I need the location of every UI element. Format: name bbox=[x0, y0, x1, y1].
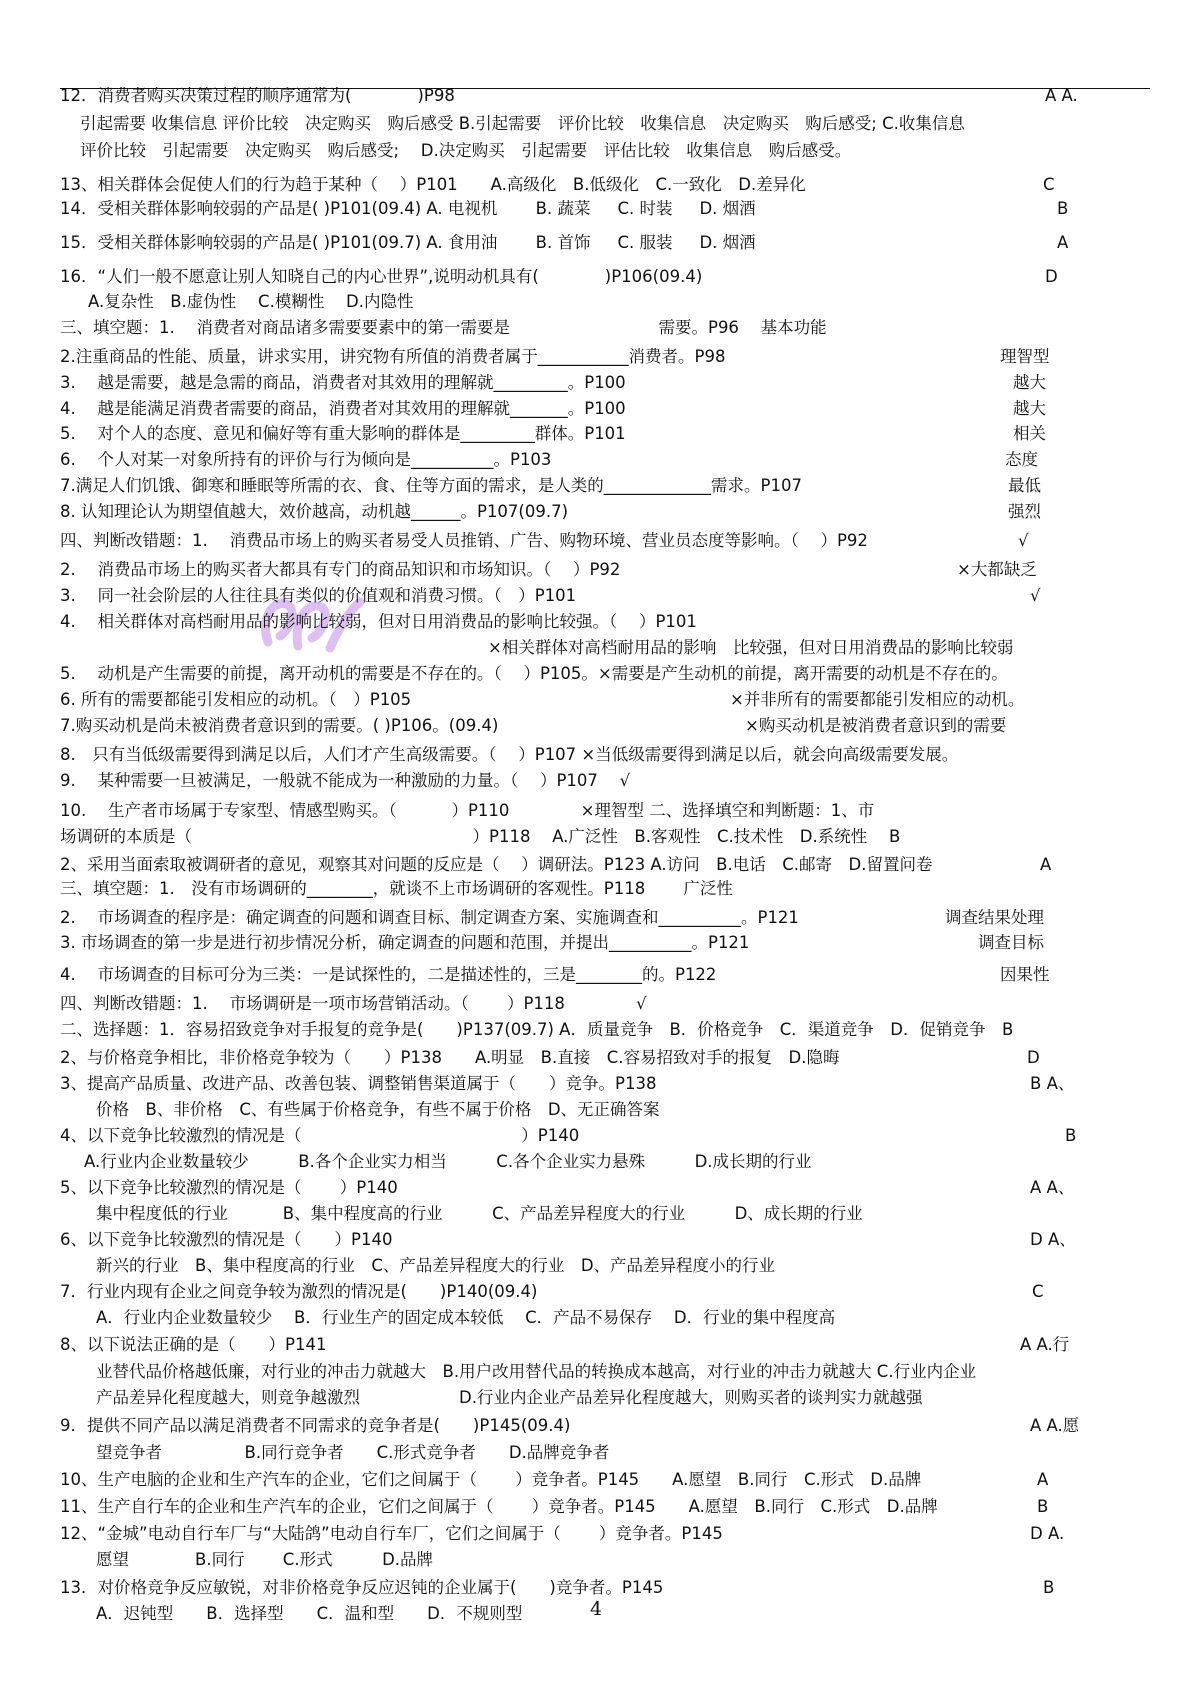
line-text: 10. 生产者市场属于专家型、情感型购买。（ ）P110 ×理智型 二、选择填空和判断题：1、市 bbox=[60, 801, 875, 820]
line-text: 3、提高产品质量、改进产品、改善包装、调整销售渠道属于（ ）竞争。P138 bbox=[60, 1074, 657, 1093]
document-line bbox=[0, 1306, 1200, 1330]
answer-key: A A.行 bbox=[1020, 1335, 1070, 1354]
document-line bbox=[0, 1228, 1200, 1252]
document-line bbox=[0, 1202, 1200, 1226]
answer-key: A bbox=[1040, 855, 1052, 874]
document-line bbox=[0, 992, 1200, 1016]
document-line bbox=[0, 371, 1200, 395]
line-text: 集中程度低的行业 B、集中程度高的行业 C、产品差异程度大的行业 D、成长期的行业 bbox=[96, 1204, 863, 1223]
line-text: 9. 某种需要一旦被满足，一般就不能成为一种激励的力量。（ ）P107 √ bbox=[60, 771, 631, 790]
line-text: 16．“人们一般不愿意让别人知晓自己的内心世界”,说明动机具有( )P106(09.4) bbox=[60, 267, 703, 286]
document-line bbox=[0, 584, 1200, 608]
line-text: A.复杂性 B.虚伪性 C.模糊性 D.内隐性 bbox=[88, 292, 414, 311]
answer-key: D bbox=[1027, 1048, 1040, 1067]
line-text: 5. 动机是产生需要的前提，离开动机的需要是不存在的。（ ）P105。×需要是产生动机的前提，离开需要的动机是不存在的。 bbox=[60, 664, 1008, 683]
document-line bbox=[0, 1280, 1200, 1304]
answer-key: C bbox=[1043, 175, 1055, 194]
answer-key: 强烈 bbox=[1008, 502, 1041, 521]
line-text: 8、以下说法正确的是（ ）P141 bbox=[60, 1335, 327, 1354]
document-line bbox=[0, 448, 1200, 472]
line-text: 3. 同一社会阶层的人往往具有类似的价值观和消费习惯。（ ）P101 bbox=[60, 586, 577, 605]
line-text: 4、以下竞争比较激烈的情况是（ ）P140 bbox=[60, 1126, 580, 1145]
answer-key: B bbox=[1065, 1126, 1077, 1145]
line-text: 三、填空题：1. 消费者对商品诸多需要要素中的第一需要是 需要。P96 基本功能 bbox=[60, 318, 827, 337]
line-text: A．迟钝型 B．选择型 C．温和型 D．不规则型 bbox=[96, 1604, 523, 1623]
answer-key: B bbox=[1057, 199, 1069, 218]
line-text: 12．消费者购买决策过程的顺序通常为( )P98 bbox=[60, 86, 455, 105]
line-text: 15．受相关群体影响较弱的产品是( )P101(09.7) A. 食用油 B. 首饰 C. 服装 D. 烟酒 bbox=[60, 233, 756, 252]
line-text: 产品差异化程度越大，则竞争越激烈 D.行业内企业产品差异化程度越大，则购买者的谈判实力就越强 bbox=[96, 1388, 923, 1407]
answer-key: A bbox=[1037, 1470, 1049, 1489]
answer-key: A A.愿 bbox=[1030, 1416, 1080, 1435]
document-line bbox=[0, 529, 1200, 553]
answer-key: 态度 bbox=[1005, 450, 1038, 469]
line-text: 2、采用当面索取被调研者的意见，观察其对问题的反应是（ ）调研法。P123 A.访问 B.电话 C.邮寄 D.留置问卷 bbox=[60, 855, 933, 874]
document-line bbox=[0, 662, 1200, 686]
line-text: 7．行业内现有企业之间竞争较为激烈的情况是( )P140(09.4) bbox=[60, 1282, 538, 1301]
line-text: 6、以下竞争比较激烈的情况是（ ）P140 bbox=[60, 1230, 393, 1249]
document-line bbox=[0, 231, 1200, 255]
answer-key: B bbox=[1037, 1497, 1049, 1516]
document-line bbox=[0, 877, 1200, 901]
answer-key: 越大 bbox=[1013, 399, 1046, 418]
document-line bbox=[0, 1046, 1200, 1070]
answer-key: 最低 bbox=[1008, 476, 1041, 495]
line-text: 7.满足人们饥饿、御寒和睡眠等所需的衣、食、住等方面的需求，是人类的_____________需求。P107 bbox=[60, 476, 802, 495]
document-line bbox=[0, 345, 1200, 369]
line-text: 四、判断改错题：1. 市场调研是一项市场营销活动。（ ）P118 √ bbox=[60, 994, 647, 1013]
answer-key: 因果性 bbox=[1000, 965, 1050, 984]
document-line bbox=[0, 769, 1200, 793]
document-line bbox=[0, 1576, 1200, 1600]
line-text: A．行业内企业数量较少 B．行业生产的固定成本较低 C．产品不易保存 D．行业的集中程度高 bbox=[96, 1308, 836, 1327]
answer-key: 越大 bbox=[1013, 373, 1046, 392]
line-text: 9．提供不同产品以满足消费者不同需求的竞争者是( )P145(09.4) bbox=[60, 1416, 571, 1435]
line-text: 13．对价格竞争反应敏锐，对非价格竞争反应迟钝的企业属于( )竞争者。P145 bbox=[60, 1578, 664, 1597]
line-text: 望竞争者 B.同行竞争者 C.形式竞争者 D.品牌竞争者 bbox=[96, 1443, 610, 1462]
line-text: 2.注重商品的性能、质量，讲求实用，讲究物有所值的消费者属于___________消费者。P98 bbox=[60, 347, 726, 366]
line-text: 业替代品价格越低廉，对行业的冲击力就越大 B.用户改用替代品的转换成本越高，对行业的冲击力就越大 C.行业内企业 bbox=[96, 1362, 977, 1381]
line-text: 6. 个人对某一对象所持有的评价与行为倾向是__________。P103 bbox=[60, 450, 552, 469]
answer-key: B A、 bbox=[1030, 1074, 1075, 1093]
line-text: 愿望 B.同行 C.形式 D.品牌 bbox=[96, 1550, 434, 1569]
line-text: 2. 消费品市场上的购买者大都具有专门的商品知识和市场知识。（ ）P92 bbox=[60, 560, 621, 579]
answer-key: A bbox=[1057, 233, 1069, 252]
document-line bbox=[0, 500, 1200, 524]
answer-key: 理智型 bbox=[1000, 347, 1050, 366]
line-text: 10、生产电脑的企业和生产汽车的企业，它们之间属于（ ）竞争者。P145 A.愿望 B.同行 C.形式 D.品牌 bbox=[60, 1470, 922, 1489]
document-line bbox=[0, 173, 1200, 197]
document-line bbox=[0, 1018, 1200, 1042]
line-text: 13、相关群体会促使人们的行为趋于某种（ ）P101 A.高级化 B.低级化 C.一致化 D.差异化 bbox=[60, 175, 806, 194]
document-line bbox=[0, 825, 1200, 849]
document-line bbox=[0, 1150, 1200, 1174]
document-line bbox=[0, 112, 1200, 136]
document-line bbox=[0, 1468, 1200, 1492]
document-line bbox=[0, 316, 1200, 340]
answer-key: 调查结果处理 bbox=[945, 908, 1044, 927]
document-line bbox=[0, 1522, 1200, 1546]
line-text: ×相关群体对高档耐用品的影响 比较强，但对日用消费品的影响比较弱 bbox=[488, 638, 1014, 657]
line-text: 新兴的行业 B、集中程度高的行业 C、产品差异程度大的行业 D、产品差异程度小的行业 bbox=[96, 1256, 776, 1275]
line-text: 三、填空题：1. 没有市场调研的________，就谈不上市场调研的客观性。P118 广泛性 bbox=[60, 879, 733, 898]
line-text: 价格 B、非价格 C、有些属于价格竞争，有些不属于价格 D、无正确答案 bbox=[96, 1100, 660, 1119]
line-text: 四、判断改错题：1. 消费品市场上的购买者易受人员推销、广告、购物环境、营业员态度等影响。（ ）P92 bbox=[60, 531, 868, 550]
answer-key: 相关 bbox=[1013, 424, 1046, 443]
answer-key: √ bbox=[1018, 531, 1029, 550]
document-line bbox=[0, 1441, 1200, 1465]
answer-key: ×大都缺乏 bbox=[957, 560, 1037, 579]
line-text: 8. 只有当低级需要得到满足以后，人们才产生高级需要。（ ）P107 ×当低级需要得到满足以后，就会向高级需要发展。 bbox=[60, 745, 959, 764]
document-line bbox=[0, 799, 1200, 823]
answer-key: B bbox=[1043, 1578, 1055, 1597]
line-text: 3. 市场调查的第一步是进行初步情况分析，确定调查的问题和范围，并提出__________。P121 bbox=[60, 933, 750, 952]
answer-key: D A、 bbox=[1030, 1230, 1076, 1249]
document-line bbox=[0, 963, 1200, 987]
document-line bbox=[0, 743, 1200, 767]
page-number: 4 bbox=[590, 1598, 603, 1620]
answer-key: C bbox=[1032, 1282, 1044, 1301]
document-line bbox=[0, 1098, 1200, 1122]
document-line bbox=[0, 906, 1200, 930]
document-line bbox=[0, 1176, 1200, 1200]
line-text: 5、以下竞争比较激烈的情况是（ ）P140 bbox=[60, 1178, 398, 1197]
answer-key: √ bbox=[1030, 586, 1041, 605]
document-line bbox=[0, 714, 1200, 738]
document-line bbox=[0, 474, 1200, 498]
answer-key: A A. bbox=[1045, 86, 1078, 105]
line-text: 11、生产自行车的企业和生产汽车的企业，它们之间属于（ ）竞争者。P145 A.愿望 B.同行 C.形式 D.品牌 bbox=[60, 1497, 938, 1516]
document-line bbox=[0, 1124, 1200, 1148]
document-line bbox=[0, 265, 1200, 289]
document-line bbox=[0, 84, 1200, 108]
document-line bbox=[0, 1072, 1200, 1096]
line-text: 评价比较 引起需要 决定购买 购后感受; D.决定购买 引起需要 评估比较 收集信息 购后感受。 bbox=[80, 141, 852, 160]
document-line bbox=[0, 422, 1200, 446]
line-text: 引起需要 收集信息 评价比较 决定购买 购后感受 B.引起需要 评价比较 收集信息 决定购买 购后感受; C.收集信息 bbox=[80, 114, 965, 133]
document-line bbox=[0, 853, 1200, 877]
answer-key: A A、 bbox=[1030, 1178, 1075, 1197]
line-text: A.行业内企业数量较少 B.各个企业实力相当 C.各个企业实力悬殊 D.成长期的行业 bbox=[84, 1152, 812, 1171]
line-text: 2、与价格竞争相比，非价格竞争较为（ ）P138 A.明显 B.直接 C.容易招致对手的报复 D.隐晦 bbox=[60, 1048, 840, 1067]
document-line bbox=[0, 636, 1200, 660]
line-text: 4. 越是能满足消费者需要的商品，消费者对其效用的理解就_______。P100 bbox=[60, 399, 626, 418]
document-line bbox=[0, 1495, 1200, 1519]
document-line bbox=[0, 397, 1200, 421]
document-line bbox=[0, 1386, 1200, 1410]
document-line bbox=[0, 931, 1200, 955]
document-line bbox=[0, 610, 1200, 634]
line-text: 2. 市场调查的程序是：确定调查的问题和调查目标、制定调查方案、实施调查和__________。P121 bbox=[60, 908, 799, 927]
document-line bbox=[0, 1360, 1200, 1384]
line-text: 8. 认知理论认为期望值越大，效价越高，动机越______。P107(09.7) bbox=[60, 502, 569, 521]
answer-key: D bbox=[1045, 267, 1058, 286]
answer-key: D A. bbox=[1030, 1524, 1065, 1543]
line-text: 3. 越是需要，越是急需的商品，消费者对其效用的理解就_________。P100 bbox=[60, 373, 626, 392]
line-text: 7.购买动机是尚未被消费者意识到的需要。( )P106。(09.4) bbox=[60, 716, 499, 735]
document-line bbox=[0, 688, 1200, 712]
line-text: 4. 相关群体对高档耐用品的影响比较弱，但对日用消费品的影响比较强。（ ）P101 bbox=[60, 612, 697, 631]
answer-key: ×并非所有的需要都能引发相应的动机。 bbox=[730, 690, 1025, 709]
line-text: 6. 所有的需要都能引发相应的动机。（ ）P105 bbox=[60, 690, 412, 709]
document-line bbox=[0, 290, 1200, 314]
line-text: 二、选择题：1．容易招致竞争对手报复的竞争是( )P137(09.7) A．质量竞争 B．价格竞争 C．渠道竞争 D．促销竞争 B bbox=[60, 1020, 1014, 1039]
line-text: 4. 市场调查的目标可分为三类：一是试探性的，二是描述性的，三是________的。P122 bbox=[60, 965, 717, 984]
document-line bbox=[0, 1414, 1200, 1438]
document-line bbox=[0, 197, 1200, 221]
document-line bbox=[0, 558, 1200, 582]
answer-key: ×购买动机是被消费者意识到的需要 bbox=[745, 716, 1007, 735]
document-line bbox=[0, 139, 1200, 163]
line-text: 12、“金城”电动自行车厂与“大陆鸽”电动自行车厂，它们之间属于（ ）竞争者。P145 bbox=[60, 1524, 723, 1543]
document-line bbox=[0, 1548, 1200, 1572]
line-text: 5. 对个人的态度、意见和偏好等有重大影响的群体是_________群体。P101 bbox=[60, 424, 626, 443]
document-line bbox=[0, 1254, 1200, 1278]
document-line bbox=[0, 1333, 1200, 1357]
line-text: 场调研的本质是（ ）P118 A.广泛性 B.客观性 C.技术性 D.系统性 B bbox=[60, 827, 901, 846]
answer-key: 调查目标 bbox=[978, 933, 1044, 952]
line-text: 14．受相关群体影响较弱的产品是( )P101(09.4) A. 电视机 B. 蔬菜 C. 时装 D. 烟酒 bbox=[60, 199, 756, 218]
